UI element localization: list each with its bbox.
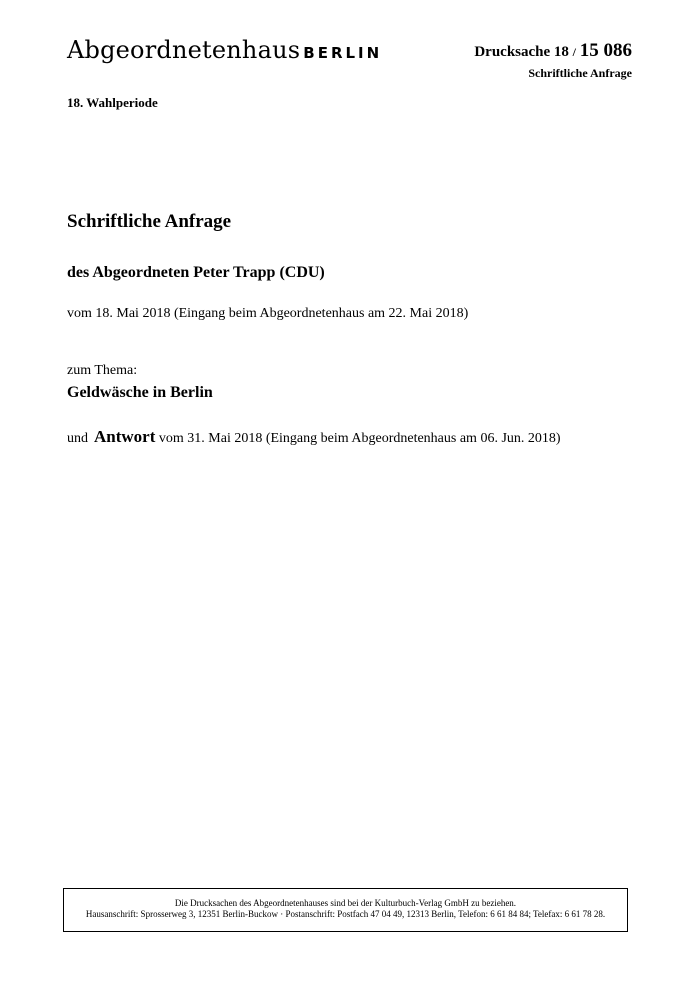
topic-title: Geldwäsche in Berlin	[67, 384, 213, 401]
footer-line-1: Die Drucksachen des Abgeordnetenhauses sind bei der Kulturbuch-Verlag GmbH zu beziehen.	[174, 898, 517, 908]
answer-word: Antwort	[94, 427, 156, 446]
document-number	[474, 40, 632, 62]
answer-dates: vom 31. Mai 2018 (Eingang beim Abgeordnetenhaus am 06. Jun. 2018)	[158, 431, 561, 446]
document-number-block	[474, 40, 632, 81]
document-number-prefix: Drucksache 18	[474, 44, 569, 60]
logo-city: BERLIN	[303, 44, 383, 62]
document-number-separator: /	[572, 45, 576, 59]
document-kind: Schriftliche Anfrage	[528, 66, 632, 80]
topic-label: zum Thema:	[67, 363, 138, 378]
answer-line	[67, 427, 561, 447]
document-number-value: 15 086	[579, 40, 632, 61]
legislative-period: 18. Wahlperiode	[67, 95, 158, 110]
document-author: des Abgeordneten Peter Trapp (CDU)	[67, 264, 325, 281]
logo-wordmark: Abgeordnetenhaus	[67, 36, 301, 64]
logo	[67, 36, 382, 64]
footer-line-2: Hausanschrift: Sprosserweg 3, 12351 Berlin-Buckow · Postanschrift: Postfach 47 04 49, 12313 Berlin, Telefon: 6 61 84 84; Telefax: 6 61 78 28.	[85, 909, 606, 919]
submission-dates: vom 18. Mai 2018 (Eingang beim Abgeordnetenhaus am 22. Mai 2018)	[67, 306, 469, 321]
document-title: Schriftliche Anfrage	[67, 211, 232, 232]
footer-box	[63, 888, 628, 932]
answer-prefix: und	[67, 431, 88, 446]
